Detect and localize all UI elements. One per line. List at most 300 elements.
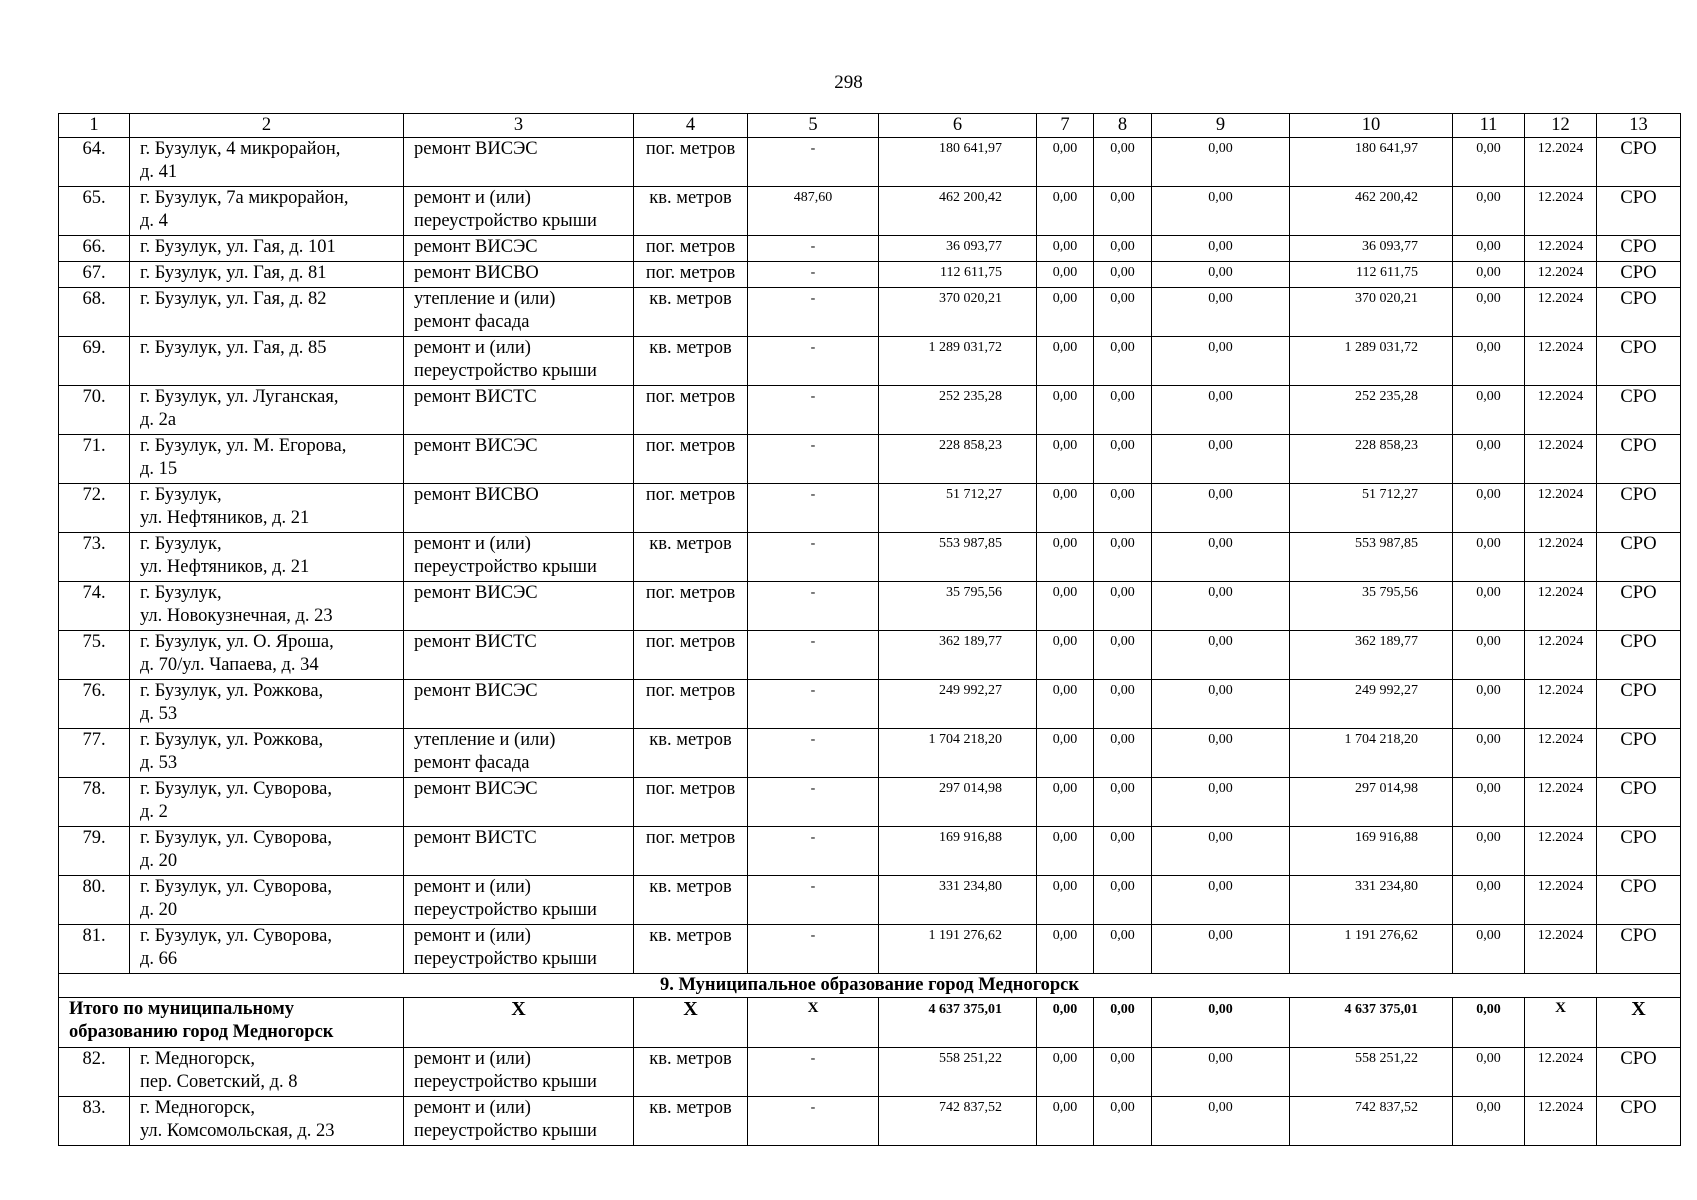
fund-cell: 0,00: [1037, 533, 1094, 582]
owner-funds-cell: 553 987,85: [1290, 533, 1453, 582]
row-number: 82.: [59, 1048, 130, 1097]
total-x-cell: X: [1597, 998, 1681, 1048]
row-number: 83.: [59, 1097, 130, 1146]
fund-cell: 0,00: [1094, 827, 1152, 876]
volume-cell: -: [748, 435, 879, 484]
volume-cell: -: [748, 484, 879, 533]
fund-cell: 0,00: [1094, 778, 1152, 827]
address-line-1: г. Бузулук,: [140, 583, 222, 603]
unit-cell: пог. метров: [634, 631, 748, 680]
work-type-line-2: переустройство крыши: [414, 557, 597, 577]
total-cost-cell: 112 611,75: [879, 262, 1037, 288]
unit-cell: пог. метров: [634, 827, 748, 876]
unit-cell: кв. метров: [634, 729, 748, 778]
fund-cell: 0,00: [1037, 1097, 1094, 1146]
address-cell: [130, 187, 404, 236]
total-cost-cell: 1 191 276,62: [879, 925, 1037, 974]
work-type-cell: [404, 1048, 634, 1097]
volume-cell: -: [748, 533, 879, 582]
table-row: [59, 925, 1681, 974]
work-type-line-1: ремонт ВИСВО: [414, 485, 539, 505]
address-line-1: г. Медногорск,: [140, 1049, 255, 1069]
work-type-cell: [404, 680, 634, 729]
executor-cell: СРО: [1597, 1097, 1681, 1146]
table-row: [59, 236, 1681, 262]
fund-cell: 0,00: [1152, 484, 1290, 533]
capital-repair-table: [58, 113, 1681, 1146]
address-line-2: д. 2: [140, 802, 168, 822]
address-line-2: ул. Нефтяников, д. 21: [140, 557, 310, 577]
work-type-line-1: ремонт ВИСТС: [414, 387, 537, 407]
address-line-1: г. Бузулук, ул. Гая, д. 81: [140, 263, 327, 283]
unit-cell: кв. метров: [634, 187, 748, 236]
deadline-cell: 12.2024: [1525, 729, 1597, 778]
address-line-1: г. Бузулук, ул. Суворова,: [140, 926, 332, 946]
address-cell: [130, 827, 404, 876]
work-type-cell: [404, 138, 634, 187]
owner-funds-cell: 35 795,56: [1290, 582, 1453, 631]
address-line-2: д. 41: [140, 162, 178, 182]
address-line-2: д. 20: [140, 900, 178, 920]
address-line-2: д. 53: [140, 753, 178, 773]
row-number: 65.: [59, 187, 130, 236]
fund-cell: 0,00: [1094, 925, 1152, 974]
fund-cell: 0,00: [1094, 288, 1152, 337]
total-cost-cell: 36 093,77: [879, 236, 1037, 262]
fund-cell: 0,00: [1152, 1097, 1290, 1146]
total-fund-cell: 0,00: [1094, 998, 1152, 1048]
volume-cell: -: [748, 386, 879, 435]
row-number: 79.: [59, 827, 130, 876]
work-type-cell: [404, 187, 634, 236]
column-header: 7: [1037, 114, 1094, 138]
address-line-2: ул. Новокузнечная, д. 23: [140, 606, 333, 626]
address-line-2: д. 53: [140, 704, 178, 724]
address-line-1: г. Бузулук,: [140, 534, 222, 554]
fund-cell: 0,00: [1094, 1048, 1152, 1097]
fund-cell: 0,00: [1453, 435, 1525, 484]
total-fund-cell: 0,00: [1453, 998, 1525, 1048]
fund-cell: 0,00: [1094, 138, 1152, 187]
row-number: 76.: [59, 680, 130, 729]
executor-cell: СРО: [1597, 533, 1681, 582]
fund-cell: 0,00: [1152, 729, 1290, 778]
address-cell: [130, 680, 404, 729]
work-type-cell: [404, 827, 634, 876]
total-cost-cell: 35 795,56: [879, 582, 1037, 631]
deadline-cell: 12.2024: [1525, 827, 1597, 876]
page-number: 298: [834, 72, 863, 93]
owner-funds-cell: 331 234,80: [1290, 876, 1453, 925]
row-number: 80.: [59, 876, 130, 925]
total-x-cell: X: [634, 998, 748, 1048]
address-line-1: г. Бузулук, ул. О. Яроша,: [140, 632, 334, 652]
total-owner-funds-cell: 4 637 375,01: [1290, 998, 1453, 1048]
volume-cell: -: [748, 582, 879, 631]
total-cost-cell: 553 987,85: [879, 533, 1037, 582]
owner-funds-cell: 362 189,77: [1290, 631, 1453, 680]
fund-cell: 0,00: [1037, 337, 1094, 386]
column-header: 10: [1290, 114, 1453, 138]
address-cell: [130, 582, 404, 631]
fund-cell: 0,00: [1094, 680, 1152, 729]
address-cell: [130, 631, 404, 680]
fund-cell: 0,00: [1152, 827, 1290, 876]
owner-funds-cell: 1 191 276,62: [1290, 925, 1453, 974]
owner-funds-cell: 297 014,98: [1290, 778, 1453, 827]
deadline-cell: 12.2024: [1525, 138, 1597, 187]
address-cell: [130, 1097, 404, 1146]
fund-cell: 0,00: [1453, 1048, 1525, 1097]
address-line-1: г. Бузулук, ул. Рожкова,: [140, 730, 324, 750]
fund-cell: 0,00: [1094, 337, 1152, 386]
volume-cell: -: [748, 631, 879, 680]
fund-cell: 0,00: [1152, 386, 1290, 435]
address-line-1: г. Бузулук, 4 микрорайон,: [140, 139, 341, 159]
total-fund-cell: 0,00: [1037, 998, 1094, 1048]
work-type-line-1: ремонт ВИСТС: [414, 632, 537, 652]
executor-cell: СРО: [1597, 138, 1681, 187]
work-type-cell: [404, 484, 634, 533]
row-number: 68.: [59, 288, 130, 337]
executor-cell: СРО: [1597, 435, 1681, 484]
owner-funds-cell: 249 992,27: [1290, 680, 1453, 729]
work-type-cell: [404, 1097, 634, 1146]
row-number: 69.: [59, 337, 130, 386]
address-line-2: д. 2а: [140, 410, 177, 430]
executor-cell: СРО: [1597, 236, 1681, 262]
fund-cell: 0,00: [1152, 778, 1290, 827]
work-type-cell: [404, 925, 634, 974]
fund-cell: 0,00: [1037, 138, 1094, 187]
work-type-cell: [404, 631, 634, 680]
volume-cell: -: [748, 827, 879, 876]
table-row: [59, 778, 1681, 827]
row-number: 66.: [59, 236, 130, 262]
owner-funds-cell: 51 712,27: [1290, 484, 1453, 533]
fund-cell: 0,00: [1453, 484, 1525, 533]
fund-cell: 0,00: [1037, 386, 1094, 435]
table-row: [59, 827, 1681, 876]
table-row: [59, 1097, 1681, 1146]
unit-cell: пог. метров: [634, 138, 748, 187]
owner-funds-cell: 462 200,42: [1290, 187, 1453, 236]
work-type-line-1: ремонт ВИСЭС: [414, 237, 538, 257]
table-row: [59, 680, 1681, 729]
deadline-cell: 12.2024: [1525, 1097, 1597, 1146]
owner-funds-cell: 228 858,23: [1290, 435, 1453, 484]
address-line-2: д. 15: [140, 459, 178, 479]
executor-cell: СРО: [1597, 386, 1681, 435]
total-cost-cell: 252 235,28: [879, 386, 1037, 435]
deadline-cell: 12.2024: [1525, 680, 1597, 729]
unit-cell: кв. метров: [634, 876, 748, 925]
fund-cell: 0,00: [1152, 236, 1290, 262]
fund-cell: 0,00: [1453, 876, 1525, 925]
table-row: [59, 262, 1681, 288]
address-line-1: г. Бузулук, ул. Суворова,: [140, 779, 332, 799]
executor-cell: СРО: [1597, 827, 1681, 876]
unit-cell: кв. метров: [634, 1097, 748, 1146]
total-cost-cell: 228 858,23: [879, 435, 1037, 484]
executor-cell: СРО: [1597, 337, 1681, 386]
total-cost-cell: 558 251,22: [879, 1048, 1037, 1097]
total-label-line-1: Итого по муниципальному: [69, 999, 294, 1019]
fund-cell: 0,00: [1152, 680, 1290, 729]
work-type-line-1: ремонт и (или): [414, 1098, 531, 1118]
address-cell: [130, 729, 404, 778]
work-type-cell: [404, 582, 634, 631]
unit-cell: пог. метров: [634, 262, 748, 288]
fund-cell: 0,00: [1037, 582, 1094, 631]
volume-cell: -: [748, 729, 879, 778]
address-line-1: г. Бузулук, ул. Суворова,: [140, 877, 332, 897]
table-row: [59, 337, 1681, 386]
address-cell: [130, 876, 404, 925]
unit-cell: кв. метров: [634, 337, 748, 386]
fund-cell: 0,00: [1094, 876, 1152, 925]
section-row: [59, 974, 1681, 998]
fund-cell: 0,00: [1453, 288, 1525, 337]
owner-funds-cell: 36 093,77: [1290, 236, 1453, 262]
fund-cell: 0,00: [1037, 729, 1094, 778]
work-type-cell: [404, 533, 634, 582]
row-number: 67.: [59, 262, 130, 288]
executor-cell: СРО: [1597, 1048, 1681, 1097]
fund-cell: 0,00: [1094, 187, 1152, 236]
owner-funds-cell: 558 251,22: [1290, 1048, 1453, 1097]
fund-cell: 0,00: [1037, 827, 1094, 876]
volume-cell: -: [748, 876, 879, 925]
column-header: 1: [59, 114, 130, 138]
unit-cell: пог. метров: [634, 778, 748, 827]
table-row: [59, 533, 1681, 582]
address-cell: [130, 288, 404, 337]
work-type-line-1: ремонт и (или): [414, 1049, 531, 1069]
total-cost-cell: 180 641,97: [879, 138, 1037, 187]
address-line-1: г. Бузулук, 7а микрорайон,: [140, 188, 349, 208]
volume-cell: -: [748, 1048, 879, 1097]
column-header: 9: [1152, 114, 1290, 138]
fund-cell: 0,00: [1037, 435, 1094, 484]
owner-funds-cell: 112 611,75: [1290, 262, 1453, 288]
work-type-line-2: переустройство крыши: [414, 1072, 597, 1092]
address-cell: [130, 925, 404, 974]
owner-funds-cell: 252 235,28: [1290, 386, 1453, 435]
total-cost-cell: 51 712,27: [879, 484, 1037, 533]
fund-cell: 0,00: [1037, 288, 1094, 337]
work-type-line-1: утепление и (или): [414, 730, 556, 750]
work-type-line-1: ремонт и (или): [414, 926, 531, 946]
address-line-1: г. Бузулук, ул. М. Егорова,: [140, 436, 347, 456]
row-number: 78.: [59, 778, 130, 827]
fund-cell: 0,00: [1037, 925, 1094, 974]
address-line-2: д. 70/ул. Чапаева, д. 34: [140, 655, 319, 675]
row-number: 73.: [59, 533, 130, 582]
fund-cell: 0,00: [1037, 631, 1094, 680]
fund-cell: 0,00: [1453, 925, 1525, 974]
unit-cell: кв. метров: [634, 1048, 748, 1097]
volume-cell: -: [748, 236, 879, 262]
fund-cell: 0,00: [1094, 631, 1152, 680]
fund-cell: 0,00: [1453, 1097, 1525, 1146]
row-number: 81.: [59, 925, 130, 974]
work-type-line-1: ремонт ВИСЭС: [414, 436, 538, 456]
total-row: [59, 998, 1681, 1048]
work-type-cell: [404, 876, 634, 925]
table-row: [59, 386, 1681, 435]
fund-cell: 0,00: [1094, 582, 1152, 631]
work-type-line-1: ремонт ВИСВО: [414, 263, 539, 283]
owner-funds-cell: 1 289 031,72: [1290, 337, 1453, 386]
total-cost-cell: 1 704 218,20: [879, 729, 1037, 778]
fund-cell: 0,00: [1453, 729, 1525, 778]
unit-cell: пог. метров: [634, 582, 748, 631]
total-cost-cell: 1 289 031,72: [879, 337, 1037, 386]
fund-cell: 0,00: [1152, 337, 1290, 386]
total-cost-cell: 4 637 375,01: [879, 998, 1037, 1048]
executor-cell: СРО: [1597, 187, 1681, 236]
fund-cell: 0,00: [1453, 337, 1525, 386]
table-row: [59, 876, 1681, 925]
fund-cell: 0,00: [1037, 680, 1094, 729]
fund-cell: 0,00: [1152, 533, 1290, 582]
unit-cell: пог. метров: [634, 386, 748, 435]
unit-cell: пог. метров: [634, 484, 748, 533]
work-type-line-1: ремонт ВИСЭС: [414, 139, 538, 159]
address-cell: [130, 138, 404, 187]
work-type-cell: [404, 236, 634, 262]
row-number: 77.: [59, 729, 130, 778]
work-type-line-2: переустройство крыши: [414, 949, 597, 969]
volume-cell: 487,60: [748, 187, 879, 236]
fund-cell: 0,00: [1037, 778, 1094, 827]
unit-cell: пог. метров: [634, 236, 748, 262]
total-cost-cell: 297 014,98: [879, 778, 1037, 827]
column-header: 2: [130, 114, 404, 138]
executor-cell: СРО: [1597, 262, 1681, 288]
table-row: [59, 138, 1681, 187]
column-header: 5: [748, 114, 879, 138]
table-row: [59, 631, 1681, 680]
work-type-line-1: ремонт ВИСЭС: [414, 583, 538, 603]
column-header: 6: [879, 114, 1037, 138]
fund-cell: 0,00: [1152, 876, 1290, 925]
deadline-cell: 12.2024: [1525, 925, 1597, 974]
table-row: [59, 187, 1681, 236]
total-cost-cell: 331 234,80: [879, 876, 1037, 925]
fund-cell: 0,00: [1094, 729, 1152, 778]
unit-cell: кв. метров: [634, 533, 748, 582]
fund-cell: 0,00: [1152, 925, 1290, 974]
address-line-2: д. 66: [140, 949, 178, 969]
address-line-1: г. Медногорск,: [140, 1098, 255, 1118]
fund-cell: 0,00: [1152, 288, 1290, 337]
column-header: 8: [1094, 114, 1152, 138]
fund-cell: 0,00: [1453, 533, 1525, 582]
fund-cell: 0,00: [1152, 435, 1290, 484]
volume-cell: -: [748, 680, 879, 729]
address-cell: [130, 236, 404, 262]
row-number: 75.: [59, 631, 130, 680]
column-header: 12: [1525, 114, 1597, 138]
fund-cell: 0,00: [1453, 386, 1525, 435]
total-cost-cell: 370 020,21: [879, 288, 1037, 337]
unit-cell: пог. метров: [634, 680, 748, 729]
work-type-cell: [404, 337, 634, 386]
fund-cell: 0,00: [1094, 262, 1152, 288]
deadline-cell: 12.2024: [1525, 484, 1597, 533]
address-cell: [130, 778, 404, 827]
fund-cell: 0,00: [1037, 876, 1094, 925]
fund-cell: 0,00: [1453, 631, 1525, 680]
total-cost-cell: 742 837,52: [879, 1097, 1037, 1146]
address-line-2: д. 4: [140, 211, 168, 231]
fund-cell: 0,00: [1152, 262, 1290, 288]
fund-cell: 0,00: [1037, 1048, 1094, 1097]
work-type-cell: [404, 435, 634, 484]
work-type-cell: [404, 386, 634, 435]
fund-cell: 0,00: [1152, 582, 1290, 631]
total-cost-cell: 169 916,88: [879, 827, 1037, 876]
total-fund-cell: 0,00: [1152, 998, 1290, 1048]
work-type-line-2: переустройство крыши: [414, 900, 597, 920]
total-cost-cell: 462 200,42: [879, 187, 1037, 236]
deadline-cell: 12.2024: [1525, 435, 1597, 484]
fund-cell: 0,00: [1453, 680, 1525, 729]
address-line-1: г. Бузулук, ул. Суворова,: [140, 828, 332, 848]
work-type-line-1: ремонт ВИСЭС: [414, 681, 538, 701]
unit-cell: кв. метров: [634, 288, 748, 337]
address-line-1: г. Бузулук,: [140, 485, 222, 505]
deadline-cell: 12.2024: [1525, 386, 1597, 435]
work-type-line-2: переустройство крыши: [414, 361, 597, 381]
column-header: 4: [634, 114, 748, 138]
address-cell: [130, 484, 404, 533]
fund-cell: 0,00: [1453, 138, 1525, 187]
total-label: [59, 998, 404, 1048]
work-type-line-1: ремонт и (или): [414, 877, 531, 897]
fund-cell: 0,00: [1152, 1048, 1290, 1097]
address-cell: [130, 386, 404, 435]
total-label-line-2: образованию город Медногорск: [69, 1022, 334, 1042]
table-row: [59, 1048, 1681, 1097]
work-type-line-2: переустройство крыши: [414, 211, 597, 231]
fund-cell: 0,00: [1094, 435, 1152, 484]
work-type-line-1: ремонт и (или): [414, 534, 531, 554]
work-type-cell: [404, 262, 634, 288]
total-x-cell: X: [404, 998, 634, 1048]
work-type-line-1: утепление и (или): [414, 289, 556, 309]
executor-cell: СРО: [1597, 778, 1681, 827]
work-type-line-2: ремонт фасада: [414, 753, 530, 773]
fund-cell: 0,00: [1152, 631, 1290, 680]
table-row: [59, 288, 1681, 337]
row-number: 70.: [59, 386, 130, 435]
owner-funds-cell: 1 704 218,20: [1290, 729, 1453, 778]
column-header: 11: [1453, 114, 1525, 138]
address-line-1: г. Бузулук, ул. Гая, д. 101: [140, 237, 336, 257]
fund-cell: 0,00: [1152, 138, 1290, 187]
owner-funds-cell: 370 020,21: [1290, 288, 1453, 337]
section-title: 9. Муниципальное образование город Медногорск: [59, 974, 1681, 998]
fund-cell: 0,00: [1453, 262, 1525, 288]
fund-cell: 0,00: [1453, 236, 1525, 262]
deadline-cell: 12.2024: [1525, 876, 1597, 925]
table-row: [59, 435, 1681, 484]
address-cell: [130, 262, 404, 288]
volume-cell: -: [748, 337, 879, 386]
